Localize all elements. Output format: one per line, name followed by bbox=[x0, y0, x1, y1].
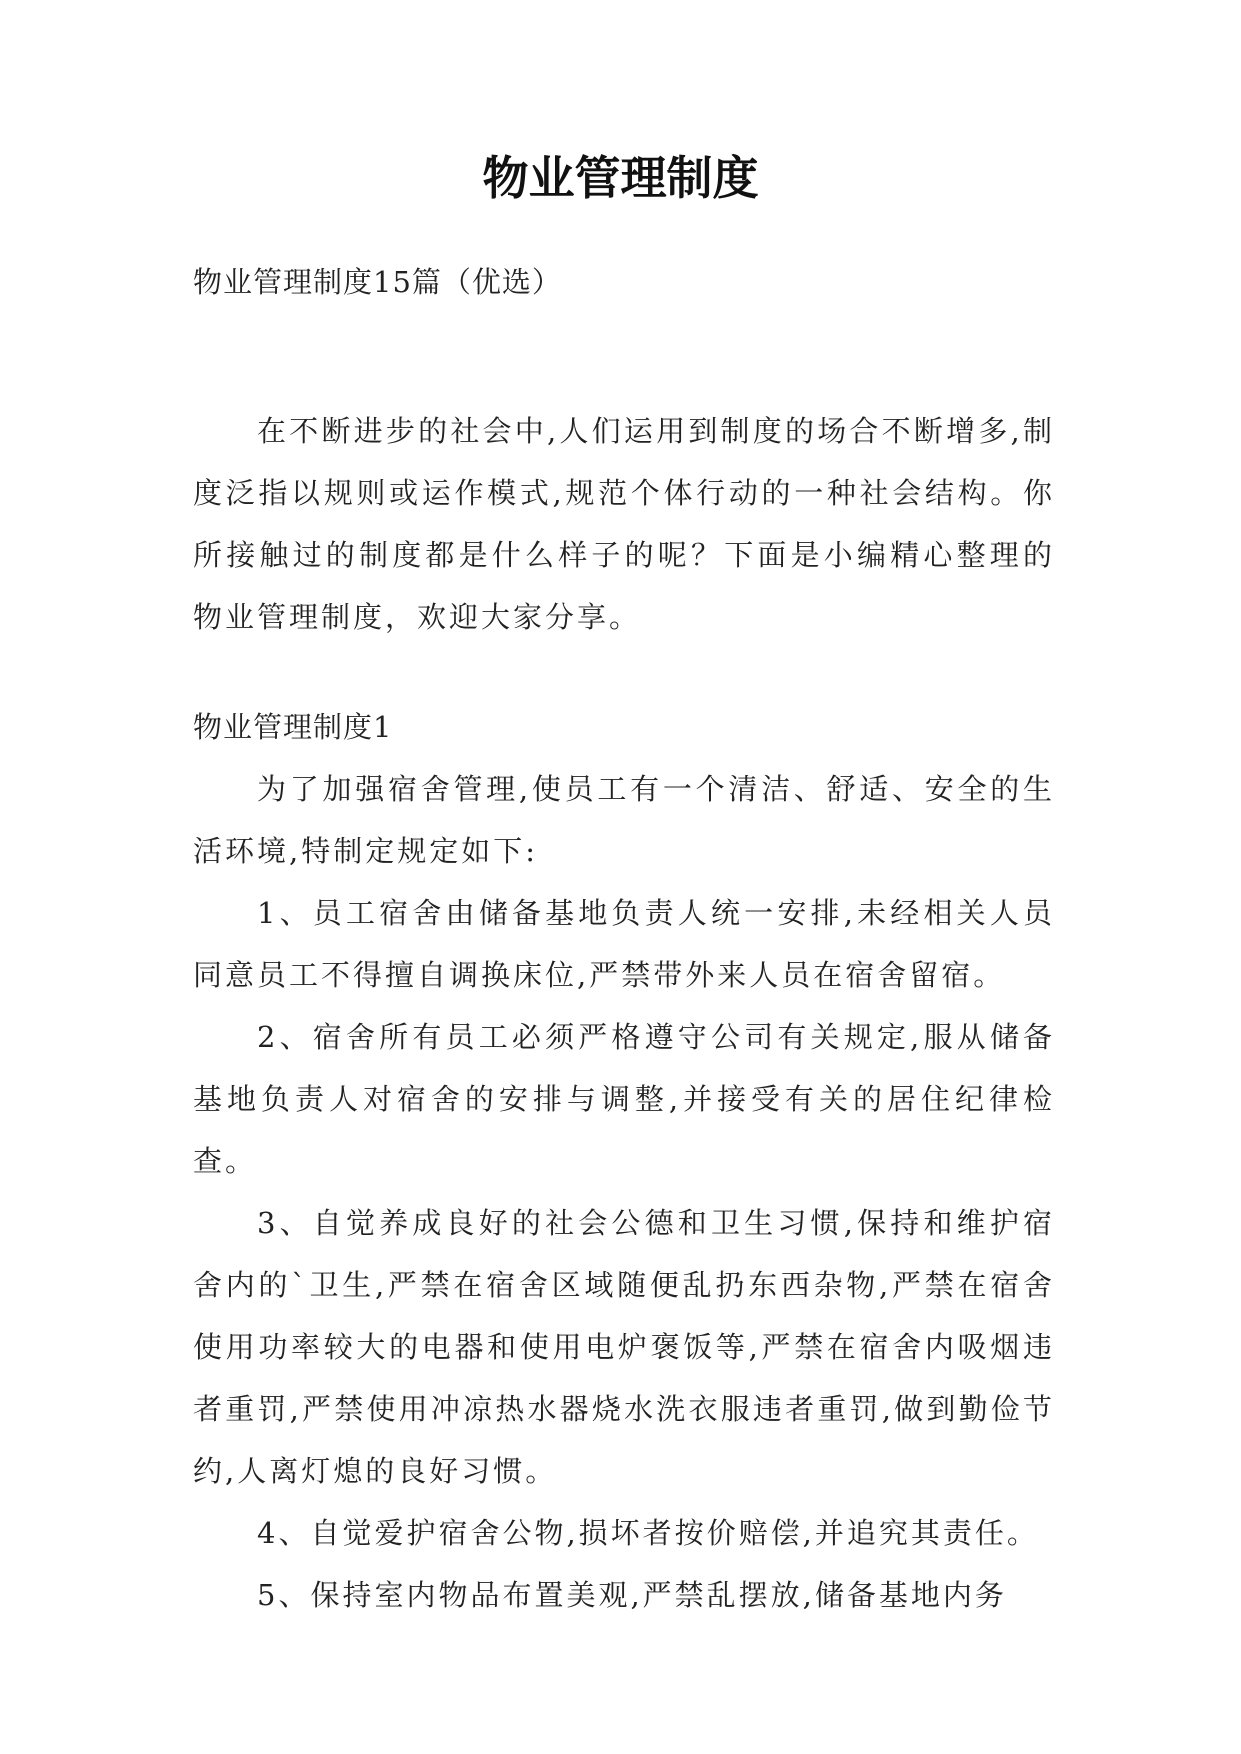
rule-1-paragraph: 1、员工宿舍由储备基地负责人统一安排,未经相关人员同意员工不得擅自调换床位,严禁带外来人员在宿舍留宿。 bbox=[193, 896, 1055, 992]
section-1-heading: 物业管理制度1 bbox=[193, 710, 393, 744]
rule-3-paragraph: 3、自觉养成良好的社会公德和卫生习惯,保持和维护宿舍内的`卫生,严禁在宿舍区域随便乱扔东西杂物,严禁在宿舍使用功率较大的电器和使用电炉褒饭等,严禁在宿舍内吸烟违者重罚,严禁使用冲凉热水器烧水洗衣服违者重罚,做到勤俭节约,人离灯熄的良好习惯。 bbox=[193, 1206, 1055, 1488]
intro-paragraph: 在不断进步的社会中,人们运用到制度的场合不断增多,制度泛指以规则或运作模式,规范个体行动的一种社会结构。你所接触过的制度都是什么样子的呢？下面是小编精心整理的物业管理制度，欢迎大家分享。 bbox=[193, 414, 1055, 634]
rule-2-paragraph: 2、宿舍所有员工必须严格遵守公司有关规定,服从储备基地负责人对宿舍的安排与调整,并接受有关的居住纪律检查。 bbox=[193, 1020, 1055, 1178]
intro-section bbox=[193, 400, 1055, 648]
rule-5-paragraph: 5、保持室内物品布置美观,严禁乱摆放,储备基地内务 bbox=[257, 1578, 1007, 1612]
section-1 bbox=[193, 696, 1055, 1626]
document-title: 物业管理制度 bbox=[482, 151, 759, 205]
rule-4-paragraph: 4、自觉爱护宿舍公物,损坏者按价赔偿,并追究其责任。 bbox=[257, 1516, 1039, 1550]
section-1-paragraph: 为了加强宿舍管理,使员工有一个清洁、舒适、安全的生活环境,特制定规定如下: bbox=[193, 772, 1055, 868]
document-subtitle: 物业管理制度15篇（优选） bbox=[193, 265, 562, 299]
